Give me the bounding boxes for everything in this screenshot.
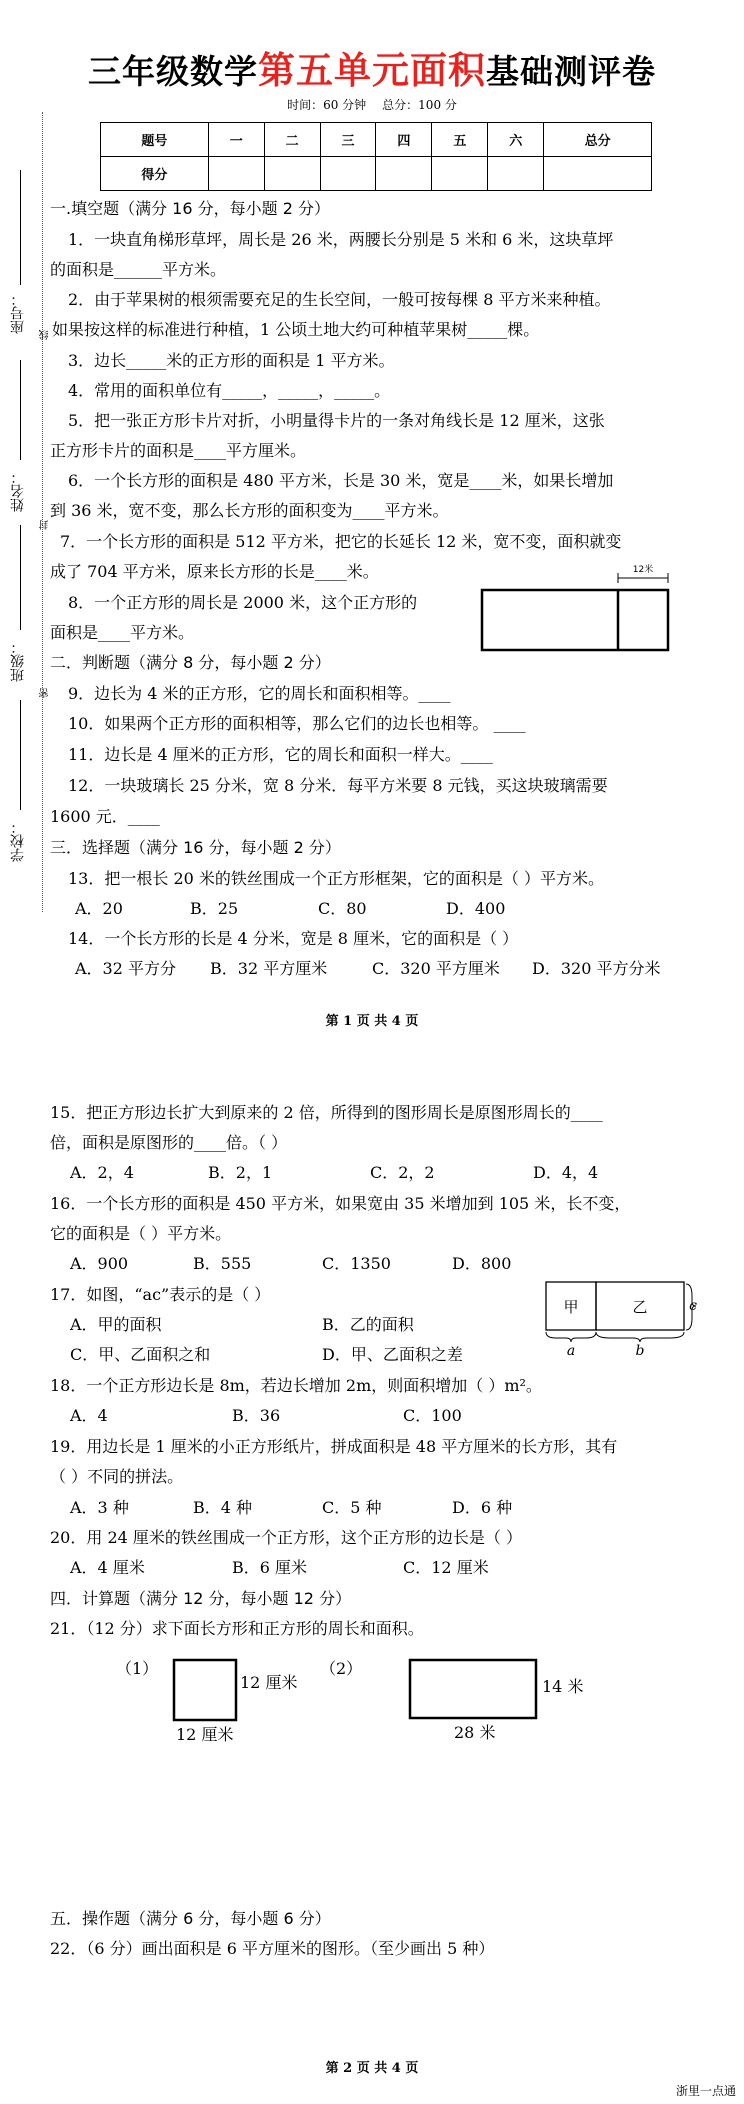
question-17: 17．如图，“ac”表示的是（ ） bbox=[50, 1285, 271, 1304]
question-3: 3．边长_____米的正方形的面积是 1 平方米。 bbox=[68, 351, 395, 370]
q16-option[interactable]: C．1350 bbox=[322, 1254, 391, 1273]
q17-fig-c: c bbox=[689, 1298, 697, 1314]
score-header: 一 bbox=[208, 123, 264, 157]
score-cell[interactable] bbox=[320, 157, 376, 191]
section-title: 四．计算题（满分 12 分，每小题 12 分） bbox=[50, 1589, 352, 1608]
q21-rect-bottom: 28 米 bbox=[454, 1723, 496, 1742]
score-header: 三 bbox=[320, 123, 376, 157]
q21-square-side: 12 厘米 bbox=[240, 1673, 298, 1692]
score-header: 四 bbox=[376, 123, 432, 157]
seat-label: 座号： bbox=[10, 292, 26, 334]
school-label: 学校： bbox=[10, 820, 26, 862]
page-title: 三年级数学第五单元面积基础测评卷 bbox=[88, 48, 656, 92]
question-4: 4．常用的面积单位有_____，_____，_____。 bbox=[68, 381, 391, 400]
question-21: 21．（12 分）求下面长方形和正方形的周长和面积。 bbox=[50, 1619, 424, 1638]
question-5: 5．把一张正方形卡片对折，小明量得卡片的一条对角线长是 12 厘米，这张 bbox=[68, 411, 605, 430]
q15-option[interactable]: B．2，1 bbox=[208, 1163, 273, 1182]
question-2: 2．由于苹果树的根须需要充足的生长空间，一般可按每棵 8 平方米来种植。 bbox=[68, 290, 611, 309]
score-table-score-row bbox=[101, 157, 652, 191]
exam-time: 时间：60 分钟 bbox=[287, 98, 367, 112]
score-row-label: 得分 bbox=[101, 157, 209, 191]
name-label: 姓名： bbox=[10, 470, 26, 512]
question-14: 14．一个长方形的长是 4 分米，宽是 8 厘米，它的面积是（ ） bbox=[68, 929, 519, 948]
question-19: 19．用边长是 1 厘米的小正方形纸片，拼成面积是 48 平方厘米的长方形，其有 bbox=[50, 1437, 618, 1456]
seat-field[interactable] bbox=[20, 170, 21, 285]
school-field[interactable] bbox=[20, 700, 21, 810]
q17-option[interactable]: B．乙的面积 bbox=[322, 1315, 414, 1334]
title-highlight: 第五单元面积 bbox=[258, 48, 486, 92]
page-footer: 第 1 页 共 4 页 bbox=[325, 1014, 419, 1029]
q18-option[interactable]: B．36 bbox=[232, 1406, 281, 1425]
score-table bbox=[100, 122, 652, 191]
question-20: 20．用 24 厘米的铁丝围成一个正方形，这个正方形的边长是（ ） bbox=[50, 1528, 522, 1547]
section-title: 五．操作题（满分 6 分，每小题 6 分） bbox=[50, 1909, 331, 1928]
q15-option[interactable]: D．4，4 bbox=[533, 1163, 599, 1182]
q15-option[interactable]: A．2，4 bbox=[70, 1163, 134, 1182]
score-header: 五 bbox=[432, 123, 488, 157]
q15-option[interactable]: C．2，2 bbox=[370, 1163, 435, 1182]
q20-option[interactable]: A．4 厘米 bbox=[70, 1558, 145, 1577]
question-12-cont: 1600 元．____ bbox=[50, 807, 160, 826]
q14-option[interactable]: C．320 平方厘米 bbox=[372, 959, 500, 978]
q17-option[interactable]: A．甲的面积 bbox=[70, 1315, 162, 1334]
q8-figure bbox=[478, 558, 678, 658]
score-cell[interactable] bbox=[432, 157, 488, 191]
section-title: 三．选择题（满分 16 分，每小题 2 分） bbox=[50, 838, 341, 857]
question-16-cont: 它的面积是（ ）平方米。 bbox=[50, 1224, 232, 1243]
q17-fig-yi: 乙 bbox=[632, 1298, 648, 1316]
question-10: 10．如果两个正方形的面积相等，那么它们的边长也相等。 ____ bbox=[68, 714, 526, 733]
score-cell[interactable] bbox=[544, 157, 652, 191]
q19-option[interactable]: C．5 种 bbox=[322, 1498, 382, 1517]
question-6-cont: 到 36 米，宽不变，那么长方形的面积变为____平方米。 bbox=[50, 501, 449, 520]
question-19-cont: （ ）不同的拼法。 bbox=[50, 1467, 184, 1486]
section-title: 一.填空题（满分 16 分，每小题 2 分） bbox=[50, 199, 330, 218]
question-5-cont: 正方形卡片的面积是____平方厘米。 bbox=[50, 441, 307, 460]
class-label: 班级： bbox=[10, 640, 26, 682]
q19-option[interactable]: D．6 种 bbox=[452, 1498, 513, 1517]
score-cell[interactable] bbox=[488, 157, 544, 191]
page-footer: 第 2 页 共 4 页 bbox=[325, 2061, 419, 2076]
q21-square-bottom: 12 厘米 bbox=[176, 1725, 234, 1744]
q13-option[interactable]: D．400 bbox=[446, 899, 506, 918]
q17-fig-a: a bbox=[566, 1343, 576, 1358]
score-table-header-row bbox=[101, 123, 652, 157]
question-16: 16．一个长方形的面积是 450 平方米，如果宽由 35 米增加到 105 米，长不变， bbox=[50, 1194, 631, 1213]
seal-line-char: 封 bbox=[40, 520, 51, 530]
question-12: 12．一块玻璃长 25 分米，宽 8 分米．每平方米要 8 元钱，买这块玻璃需要 bbox=[68, 776, 608, 795]
watermark: 浙里一点通 bbox=[675, 2084, 736, 2098]
score-cell[interactable] bbox=[208, 157, 264, 191]
score-cell[interactable] bbox=[376, 157, 432, 191]
exam-meta bbox=[0, 96, 744, 113]
exam-total: 总分：100 分 bbox=[382, 98, 457, 112]
question-8: 8．一个正方形的周长是 2000 米，这个正方形的 bbox=[68, 593, 418, 612]
question-7-cont: 成了 704 平方米，原来长方形的长是____米。 bbox=[50, 562, 379, 581]
q16-option[interactable]: A．900 bbox=[70, 1254, 129, 1273]
q16-option[interactable]: D．800 bbox=[452, 1254, 512, 1273]
q20-option[interactable]: C．12 厘米 bbox=[403, 1558, 489, 1577]
q17-option[interactable]: D．甲、乙面积之差 bbox=[322, 1345, 463, 1364]
question-7: 7．一个长方形的面积是 512 平方米，把它的长延长 12 米，宽不变，面积就变 bbox=[60, 532, 622, 551]
q18-option[interactable]: C．100 bbox=[403, 1406, 462, 1425]
question-18: 18．一个正方形边长是 8m，若边长增加 2m，则面积增加（ ）m²。 bbox=[50, 1376, 542, 1395]
class-field[interactable] bbox=[20, 525, 21, 630]
score-header: 总分 bbox=[544, 123, 652, 157]
score-header: 题号 bbox=[101, 123, 209, 157]
q21-fig1-label: （1） bbox=[116, 1659, 159, 1678]
q19-option[interactable]: B．4 种 bbox=[193, 1498, 253, 1517]
question-9: 9．边长为 4 米的正方形，它的周长和面积相等。____ bbox=[68, 684, 451, 703]
q16-option[interactable]: B．555 bbox=[193, 1254, 252, 1273]
question-13: 13．把一根长 20 米的铁丝围成一个正方形框架，它的面积是（ ）平方米。 bbox=[68, 869, 604, 888]
score-header: 二 bbox=[264, 123, 320, 157]
q21-figures bbox=[110, 1650, 610, 1745]
q14-option[interactable]: A．32 平方分 bbox=[75, 959, 177, 978]
q17-figure bbox=[538, 1278, 698, 1358]
question-22: 22．（6 分）画出面积是 6 平方厘米的图形。（至少画出 5 种） bbox=[50, 1939, 495, 1958]
q14-option[interactable]: B．32 平方厘米 bbox=[210, 959, 328, 978]
q19-option[interactable]: A．3 种 bbox=[70, 1498, 129, 1517]
q17-fig-b: b bbox=[635, 1343, 645, 1358]
q8-figure-label: 12米 bbox=[632, 565, 654, 575]
seal-line-char: 密 bbox=[40, 688, 51, 698]
seal-line-char: 线 bbox=[40, 330, 51, 340]
question-2-cont: 如果按这样的标准进行种植，1 公顷土地大约可种植苹果树_____棵。 bbox=[52, 320, 540, 339]
q21-rect-side: 14 米 bbox=[542, 1677, 584, 1696]
q20-option[interactable]: B．6 厘米 bbox=[232, 1558, 308, 1577]
q14-option[interactable]: D．320 平方分米 bbox=[532, 959, 661, 978]
q13-option[interactable]: A．20 bbox=[75, 899, 123, 918]
q17-option[interactable]: C．甲、乙面积之和 bbox=[70, 1345, 211, 1364]
question-8-cont: 面积是____平方米。 bbox=[50, 623, 195, 642]
name-field[interactable] bbox=[20, 360, 21, 460]
q13-option[interactable]: B．25 bbox=[190, 899, 239, 918]
question-1: 1．一块直角梯形草坪，周长是 26 米，两腰长分别是 5 米和 6 米，这块草坪 bbox=[68, 230, 614, 249]
question-15: 15．把正方形边长扩大到原来的 2 倍，所得到的图形周长是原图形周长的____ bbox=[50, 1103, 603, 1122]
q17-fig-jia: 甲 bbox=[563, 1298, 579, 1316]
q18-option[interactable]: A．4 bbox=[70, 1406, 108, 1425]
question-11: 11．边长是 4 厘米的正方形，它的周长和面积一样大。____ bbox=[68, 745, 493, 764]
question-15-cont: 倍，面积是原图形的____倍。（ ） bbox=[50, 1133, 288, 1152]
question-1-cont: 的面积是______平方米。 bbox=[50, 260, 227, 279]
score-header: 六 bbox=[488, 123, 544, 157]
section-title: 二．判断题（满分 8 分，每小题 2 分） bbox=[50, 653, 331, 672]
question-6: 6．一个长方形的面积是 480 平方米，长是 30 米，宽是____米，如果长增加 bbox=[68, 471, 614, 490]
score-cell[interactable] bbox=[264, 157, 320, 191]
q21-fig2-label: （2） bbox=[320, 1659, 363, 1678]
binding-line bbox=[42, 112, 43, 912]
q13-option[interactable]: C．80 bbox=[318, 899, 367, 918]
